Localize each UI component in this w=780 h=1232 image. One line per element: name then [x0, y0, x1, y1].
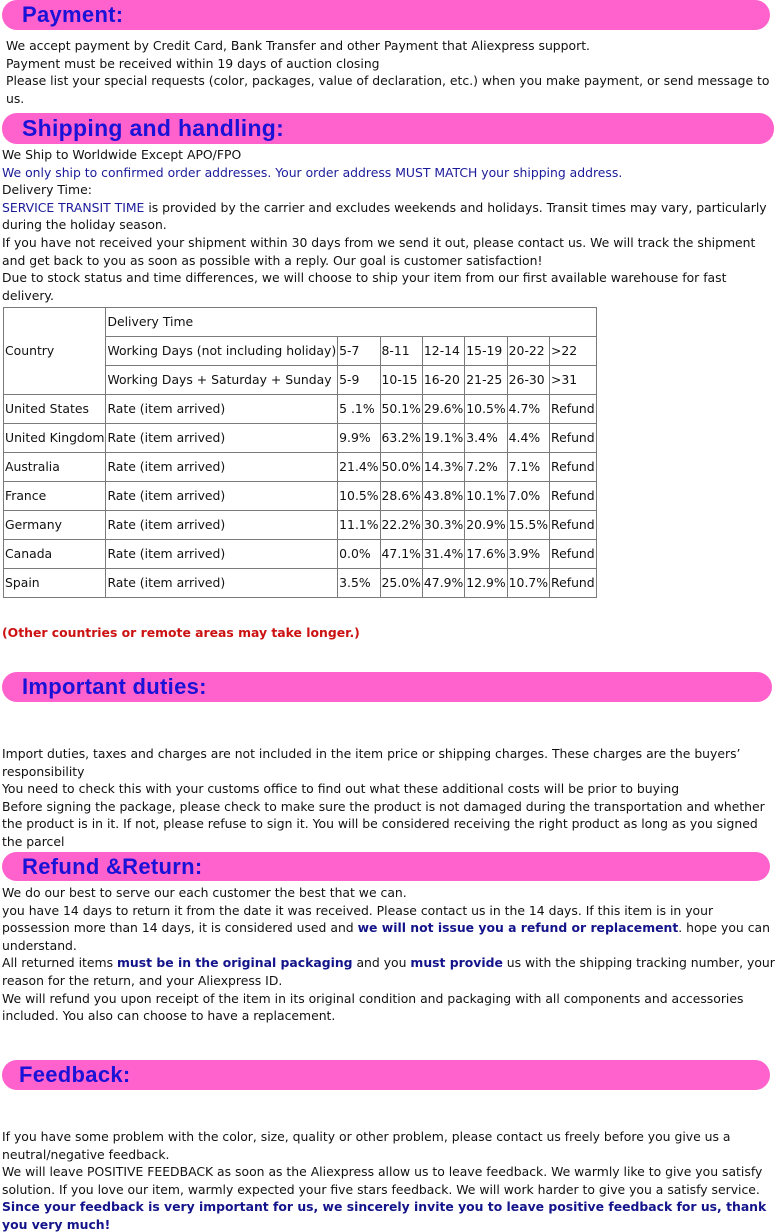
transit-time-text: [2, 199, 778, 234]
delivery-time-label: Delivery Time:: [2, 182, 92, 198]
rate-cell: Refund: [550, 482, 597, 511]
refund-warning: we will not issue you a refund or replacement: [357, 920, 679, 936]
range-cell: 26-30: [507, 366, 549, 395]
table-row: [4, 482, 597, 511]
payment-banner: Payment:: [2, 0, 770, 30]
must-provide-highlight: must provide: [410, 955, 503, 971]
table-row: [4, 395, 597, 424]
rate-cell: 11.1%: [338, 511, 380, 540]
rate-cell: 10.7%: [507, 569, 549, 598]
rate-cell: 30.3%: [422, 511, 464, 540]
country-cell: Spain: [4, 569, 106, 598]
shipping-line: Due to stock status and time differences, we will choose to ship your item from our first available warehouse for fast delivery.: [2, 270, 727, 303]
payment-line: Please list your special requests (color, packages, value of declaration, etc.) when you make payment, or send message to us.: [6, 73, 770, 106]
transit-time-highlight: SERVICE TRANSIT TIME: [2, 199, 145, 215]
refund-text-c: . hope you can understand.: [2, 920, 770, 953]
rate-cell: Refund: [550, 511, 597, 540]
rate-cell: 3.5%: [338, 569, 380, 598]
rate-cell: 19.1%: [422, 424, 464, 453]
table-row: [4, 569, 597, 598]
rate-cell: Refund: [550, 540, 597, 569]
country-header: Country: [4, 308, 106, 395]
rate-cell: 10.1%: [465, 482, 507, 511]
rate-cell: 10.5%: [465, 395, 507, 424]
duties-line: You need to check this with your customs office to find out what these additional costs will be prior to buying: [2, 781, 680, 797]
rate-label: Rate (item arrived): [106, 482, 338, 511]
rate-cell: Refund: [550, 424, 597, 453]
table-row: [4, 453, 597, 482]
rate-cell: 63.2%: [380, 424, 422, 453]
range-cell: 12-14: [422, 337, 464, 366]
rate-cell: 47.9%: [422, 569, 464, 598]
rate-cell: 43.8%: [422, 482, 464, 511]
rate-cell: 50.0%: [380, 453, 422, 482]
rate-label: Rate (item arrived): [106, 511, 338, 540]
refund-policy-text: [2, 902, 778, 955]
feedback-line: We will leave POSITIVE FEEDBACK as soon as the Aliexpress allow us to leave feedback. We warmly like to give you satisfy solution. If you love our item, warmly expected your five stars feedback. We will work harder to give you a satisfy service.: [2, 1164, 763, 1197]
refund-banner: Refund &Return:: [2, 852, 770, 881]
shipping-text: [2, 146, 778, 304]
payment-line: Payment must be received within 19 days of auction closing: [6, 55, 380, 71]
rate-cell: Refund: [550, 569, 597, 598]
rate-cell: Refund: [550, 453, 597, 482]
feedback-line: If you have some problem with the color, size, quality or other problem, please contact us freely before you give us a neutral/negative feedback.: [2, 1129, 731, 1162]
refund-text: [2, 884, 778, 1025]
rate-cell: 47.1%: [380, 540, 422, 569]
country-cell: Germany: [4, 511, 106, 540]
table-row: [4, 540, 597, 569]
feedback-banner: Feedback:: [2, 1060, 770, 1090]
return-requirements-text: [2, 954, 778, 989]
shipping-address-warning: We only ship to confirmed order addresses. Your order address MUST MATCH your shipping address.: [2, 164, 623, 180]
shipping-line: We Ship to Worldwide Except APO/FPO: [2, 147, 242, 162]
return-text-e: us with the shipping tracking number, your reason for the return, and your Aliexpress ID.: [2, 955, 775, 988]
shipping-line: If you have not received your shipment within 30 days from we send it out, please contact us. We will track the shipment and get back to you as soon as possible with a reply. Our goal is customer satisfaction!: [2, 234, 756, 268]
delivery-time-header: Delivery Time: [106, 308, 596, 337]
table-row: [4, 424, 597, 453]
rate-cell: 15.5%: [507, 511, 549, 540]
feedback-text: [2, 1128, 778, 1232]
country-cell: United Kingdom: [4, 424, 106, 453]
transit-time-rest: is provided by the carrier and excludes weekends and holidays. Transit times may vary, particularly during the holiday season.: [2, 199, 767, 233]
refund-text-a: you have 14 days to return it from the date it was received. Please contact us in the 14 days. If this item is in your possession more than 14 days, it is considered used and: [2, 902, 714, 936]
table-row: [4, 511, 597, 540]
rate-cell: 31.4%: [422, 540, 464, 569]
all-days-label: Working Days + Saturday + Sunday: [106, 366, 338, 395]
rate-cell: 9.9%: [338, 424, 380, 453]
rate-cell: 3.4%: [465, 424, 507, 453]
feedback-request: Since your feedback is very important for us, we sincerely invite you to leave positive feedback for us, thank you very much!: [2, 1199, 767, 1232]
duties-line: Before signing the package, please check to make sure the product is not damaged during the transportation and whether the product is in it. If not, please refuse to sign it. You will be considered receiving the right product as long as you signed the parcel: [2, 798, 765, 849]
range-cell: 15-19: [465, 337, 507, 366]
range-cell: 5-9: [338, 366, 380, 395]
rate-cell: 0.0%: [338, 540, 380, 569]
delivery-time-table: [3, 307, 597, 598]
return-text-c: and you: [352, 955, 411, 971]
return-text-a: All returned items: [2, 955, 118, 971]
rate-cell: 5 .1%: [338, 395, 380, 424]
refund-line: We will refund you upon receipt of the item in its original condition and packaging with all components and accessories included. You also can choose to have a replacement.: [2, 990, 744, 1024]
duties-line: Import duties, taxes and charges are not included in the item price or shipping charges. These charges are the buyers’ responsibility: [2, 746, 741, 779]
refund-line: We do our best to serve our each customer the best that we can.: [2, 885, 407, 900]
range-cell: >22: [550, 337, 597, 366]
rate-label: Rate (item arrived): [106, 424, 338, 453]
rate-cell: 22.2%: [380, 511, 422, 540]
rate-cell: 4.4%: [507, 424, 549, 453]
rate-cell: 7.0%: [507, 482, 549, 511]
rate-cell: 20.9%: [465, 511, 507, 540]
rate-cell: 21.4%: [338, 453, 380, 482]
rate-cell: 4.7%: [507, 395, 549, 424]
rate-cell: 28.6%: [380, 482, 422, 511]
other-countries-note: (Other countries or remote areas may take longer.): [2, 625, 360, 640]
working-days-label: Working Days (not including holiday): [106, 337, 338, 366]
range-cell: 8-11: [380, 337, 422, 366]
packaging-requirement: must be in the original packaging: [117, 955, 353, 971]
rate-cell: 3.9%: [507, 540, 549, 569]
country-cell: Australia: [4, 453, 106, 482]
rate-cell: Refund: [550, 395, 597, 424]
rate-cell: 12.9%: [465, 569, 507, 598]
range-cell: >31: [550, 366, 597, 395]
duties-banner: Important duties:: [2, 672, 772, 702]
rate-label: Rate (item arrived): [106, 540, 338, 569]
range-cell: 16-20: [422, 366, 464, 395]
range-cell: 20-22: [507, 337, 549, 366]
rate-cell: 29.6%: [422, 395, 464, 424]
range-cell: 21-25: [465, 366, 507, 395]
rate-cell: 14.3%: [422, 453, 464, 482]
rate-cell: 7.2%: [465, 453, 507, 482]
range-cell: 10-15: [380, 366, 422, 395]
rate-label: Rate (item arrived): [106, 569, 338, 598]
rate-cell: 50.1%: [380, 395, 422, 424]
country-cell: United States: [4, 395, 106, 424]
rate-label: Rate (item arrived): [106, 453, 338, 482]
rate-cell: 25.0%: [380, 569, 422, 598]
payment-line: We accept payment by Credit Card, Bank Transfer and other Payment that Aliexpress support.: [6, 38, 590, 53]
rate-label: Rate (item arrived): [106, 395, 338, 424]
rate-cell: 7.1%: [507, 453, 549, 482]
payment-text: [6, 37, 778, 107]
range-cell: 5-7: [338, 337, 380, 366]
duties-text: [2, 745, 778, 851]
rate-cell: 10.5%: [338, 482, 380, 511]
country-cell: Canada: [4, 540, 106, 569]
rate-cell: 17.6%: [465, 540, 507, 569]
shipping-banner: Shipping and handling:: [2, 113, 774, 144]
country-cell: France: [4, 482, 106, 511]
